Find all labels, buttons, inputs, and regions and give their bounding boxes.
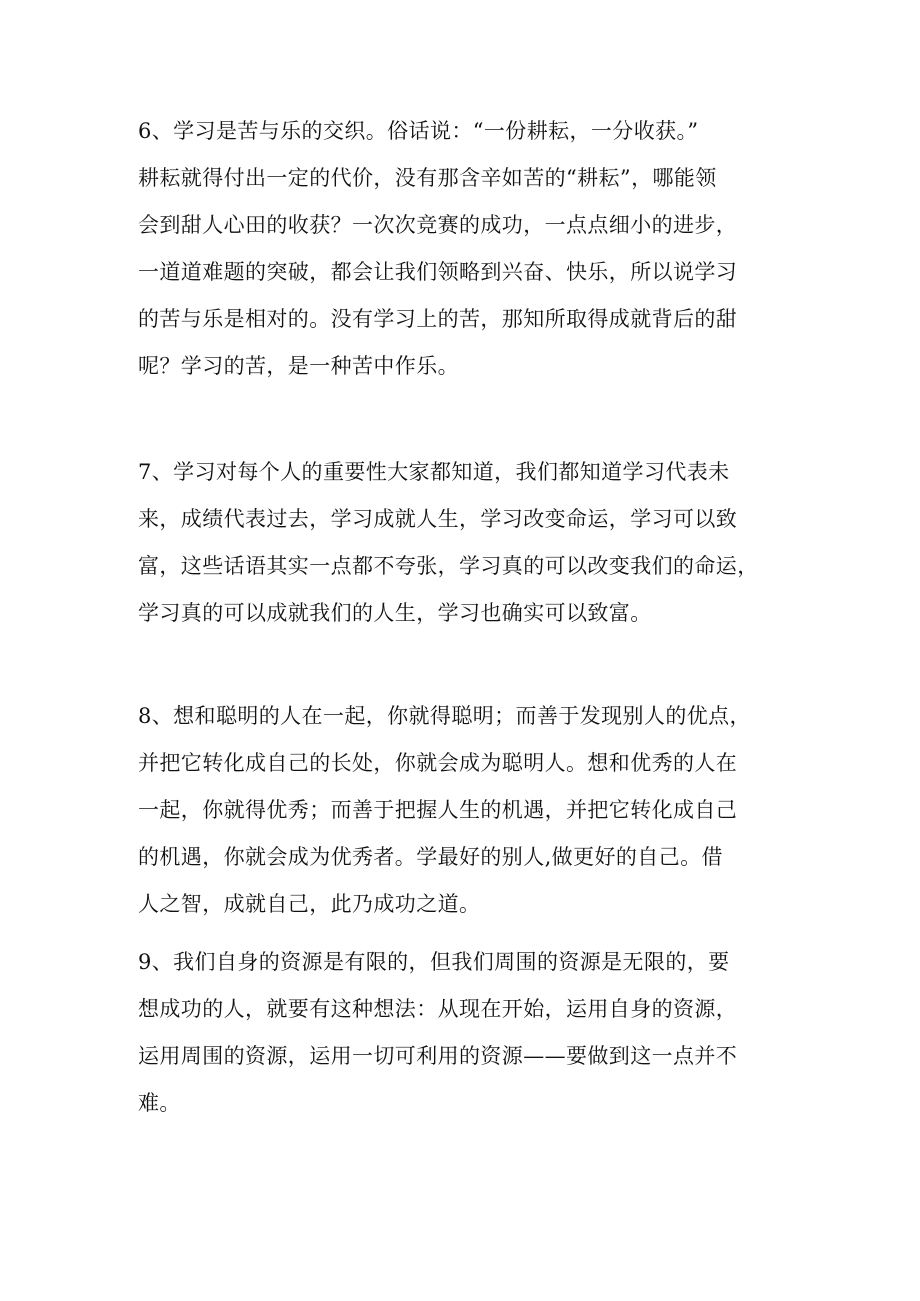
text-line: 富，这些话语其实一点都不夸张，学习真的可以改变我们的命运， <box>138 554 759 578</box>
paragraph-7 <box>138 449 798 637</box>
paragraph-6 <box>138 108 798 390</box>
text-line: 8、想和聪明的人在一起，你就得聪明；而善于发现别人的优点， <box>138 704 751 728</box>
text-line: 耕耘就得付出一定的代价，没有那含辛如苦的“耕耘”，哪能领 <box>138 166 717 190</box>
text-line: 的机遇，你就会成为优秀者。学最好的别人,做更好的自己。借 <box>138 845 723 869</box>
paragraph-8 <box>138 693 798 928</box>
text-line: 并把它转化成自己的长处，你就会成为聪明人。想和优秀的人在 <box>138 751 738 775</box>
text-line: 9、我们自身的资源是有限的，但我们周围的资源是无限的，要 <box>138 950 730 974</box>
text-line: 一起，你就得优秀；而善于把握人生的机遇，并把它转化成自己 <box>138 798 738 822</box>
text-line: 学习真的可以成就我们的人生，学习也确实可以致富。 <box>138 601 652 625</box>
text-line: 7、学习对每个人的重要性大家都知道，我们都知道学习代表未 <box>138 460 730 484</box>
text-line: 运用周围的资源，运用一切可利用的资源——要做到这一点并不 <box>138 1044 738 1068</box>
paragraph-9 <box>138 939 798 1127</box>
text-line: 来，成绩代表过去，学习成就人生，学习改变命运，学习可以致 <box>138 507 738 531</box>
text-line: 难。 <box>138 1091 181 1115</box>
text-line: 6、学习是苦与乐的交织。俗话说：“一份耕耘，一分收获。” <box>138 119 699 143</box>
text-line: 的苦与乐是相对的。没有学习上的苦，那知所取得成就背后的甜 <box>138 307 738 331</box>
text-line: 会到甜人心田的收获？一次次竞赛的成功，一点点细小的进步， <box>138 213 738 237</box>
text-line: 呢？学习的苦，是一种苦中作乐。 <box>138 354 459 378</box>
text-line: 想成功的人，就要有这种想法：从现在开始，运用自身的资源， <box>138 997 738 1021</box>
text-line: 一道道难题的突破，都会让我们领略到兴奋、快乐，所以说学习 <box>138 260 738 284</box>
text-line: 人之智，成就自己，此乃成功之道。 <box>138 892 481 916</box>
